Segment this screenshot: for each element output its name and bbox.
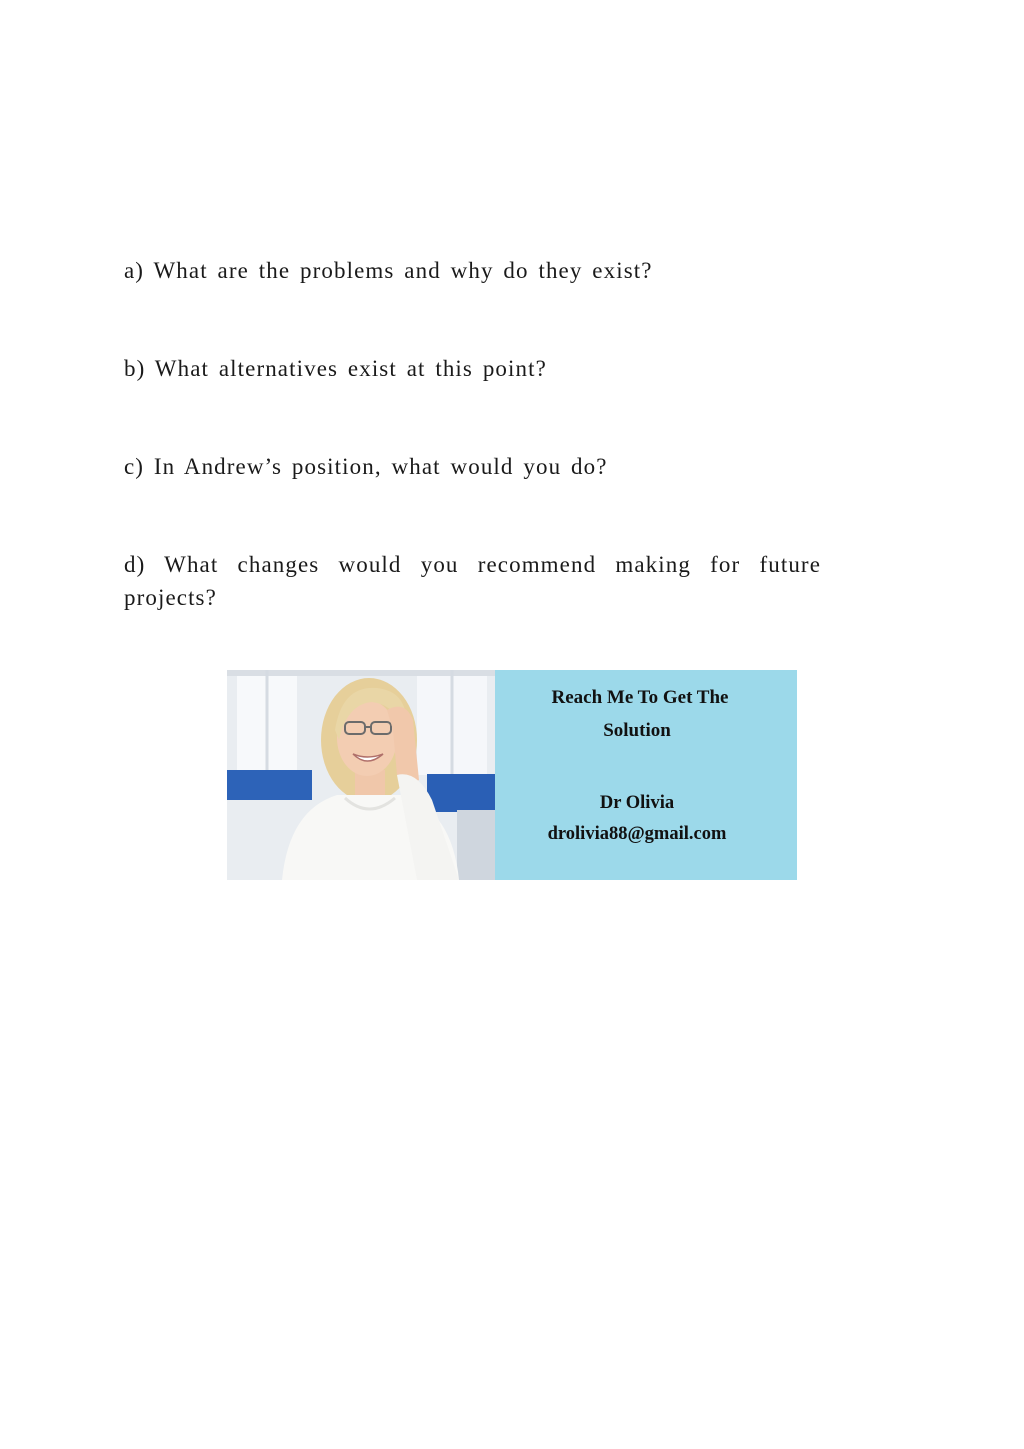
question-c: c) In Andrew’s position, what would you do? [124, 454, 608, 479]
woman-photo [227, 670, 495, 880]
contact-email: drolivia88@gmail.com [547, 824, 727, 844]
question-a: a) What are the problems and why do they exist? [124, 258, 653, 283]
question-d: d) What changes would you recommend making for future projects? [124, 552, 821, 610]
cta-line-2: Solution [603, 720, 671, 741]
contact-panel [495, 670, 797, 880]
question-b: b) What alternatives exist at this point? [124, 356, 547, 381]
cta-line-1: Reach Me To Get The [551, 687, 729, 708]
contact-banner [227, 670, 797, 880]
contact-name: Dr Olivia [599, 793, 675, 813]
